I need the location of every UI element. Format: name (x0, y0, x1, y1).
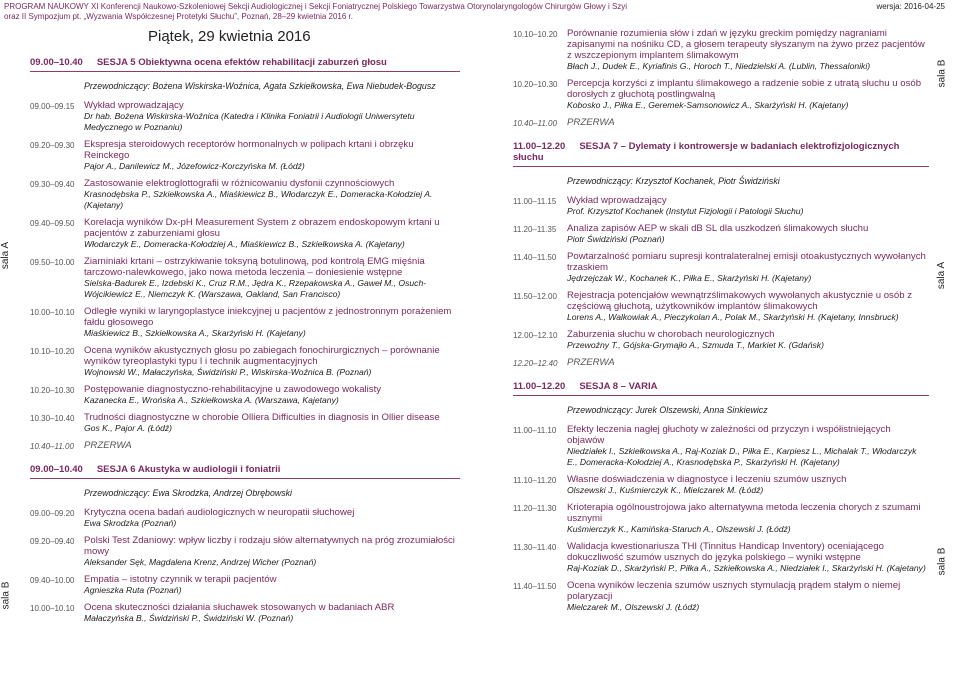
program-item (513, 329, 929, 351)
item-authors: Kobosko J., Piłka E., Geremek-Samsonowicz A., Skarżyński H. (Kajetany) (567, 100, 849, 110)
program-item (30, 507, 460, 529)
item-title: Powtarzalność pomiaru supresji kontralateralnej emisji otoakustycznych wywołanych trzaskiem (567, 251, 926, 273)
program-item (513, 28, 929, 72)
program-item (513, 78, 929, 111)
sala-label: sala B (936, 547, 948, 576)
item-authors: Mielczarek M., Olszewski J. (Łódź) (567, 602, 700, 612)
item-authors: Piotr Świdziński (Poznań) (567, 234, 665, 244)
item-title: Zaburzenia słuchu w chorobach neurologicznych (567, 329, 775, 340)
item-authors: Prof. Krzysztof Kochanek (Instytut Fizjologii i Patologii Słuchu) (567, 206, 804, 216)
item-authors: Agnieszka Ruta (Poznań) (84, 585, 182, 595)
item-title: Korelacja wyników Dx-pH Measurement System z obrazem endoskopowym krtani u pacjentów z zaburzeniami głosu (84, 217, 440, 239)
session-items (30, 507, 460, 624)
left-column (30, 28, 460, 630)
item-title: Wykład wprowadzający (84, 100, 184, 111)
item-time: 09.00–09.20 (30, 509, 75, 518)
program-item (513, 195, 929, 217)
program-item (30, 217, 460, 250)
item-time: 10.10–10.20 (30, 347, 75, 356)
item-title: Ocena wyników leczenia szumów usznych stymulacją prądem stałym o niemej polaryzacji (567, 580, 901, 602)
session-header: 11.00–12.20 SESJA 7 – Dylematy i kontrowersje w badaniach elektrofizjologicznych słuchu (513, 139, 929, 167)
item-authors: Wojnowski W., Małaczyńska, Świdziński P., Wiskirska-Woźnica B. (Poznań) (84, 367, 372, 377)
item-title: Analiza zapisów AEP w skali dB SL dla uszkodzeń ślimakowych słuchu (567, 223, 869, 234)
item-authors: Kuśmierczyk K., Kamińska-Staruch A., Olszewski J. (Łódź) (567, 524, 791, 534)
page-header (4, 2, 627, 22)
item-time: 12.00–12.10 (513, 331, 558, 340)
session-chair: Przewodniczący: Jurek Olszewski, Anna Sinkiewicz (567, 405, 768, 415)
item-time: 09.30–09.40 (30, 180, 75, 189)
session-header: 09.00–10.40 SESJA 6 Akustyka w audiologii i foniatrii (30, 462, 460, 479)
sala-label: sala B (0, 581, 12, 610)
program-item (513, 223, 929, 245)
program-item (30, 178, 460, 211)
item-authors: Niedziałek I., Szkiełkowska A., Raj-Koziak D., Piłka E., Karpiesz L., Michalak T., Włodarczyk E., Domeracka-Kołodziej A., Krasnodębska P., Skarżyński H. (Kajetany) (567, 446, 917, 467)
program-item (30, 139, 460, 172)
item-time: 10.20–10.30 (30, 386, 75, 395)
program-item (513, 474, 929, 496)
item-authors: Miaśkiewicz B., Szkiełkowska A., Skarżyński H. (Kajetany) (84, 328, 306, 338)
sala-label: sala A (936, 261, 948, 290)
item-time: 10.00–10.10 (30, 308, 75, 317)
right-column (513, 28, 929, 619)
program-item (30, 412, 460, 434)
header-line1: PROGRAM NAUKOWY XI Konferencji Naukowo-Szkoleniowej Sekcji Audiologicznej i Sekcji Foniatrycznej Polskiego Towarzystwa Otorynolaryngologów Chirurgów Głowy i Szyi (4, 2, 628, 11)
item-authors: Kazanecka E., Wrońska A., Szkiełkowska A. (Warszawa, Kajetany) (84, 395, 339, 405)
item-time: 10.20–10.30 (513, 80, 558, 89)
item-authors: Lorens A., Walkowiak A., Pieczykolan A., Polak M., Skarżyński H. (Kajetany, Innsbruck) (567, 312, 899, 322)
item-title: Empatia – istotny czynnik w terapii pacjentów (84, 574, 277, 585)
item-title: Porównanie rozumienia słów i zdań w języku greckim pomiędzy nagraniami zapisanymi na nośniku CD, a głosem terapeuty słyszanym na żywo przez pacjentów z wszczepionym implantem ślimakowym (567, 28, 925, 61)
item-time: 11.20–11.30 (513, 504, 557, 513)
item-authors: Jędrzejczak W., Kochanek K., Piłka E., Skarżyński H. (Kajetany) (567, 273, 812, 283)
program-item (30, 306, 460, 339)
program-item (513, 502, 929, 535)
item-title: Postępowanie diagnostyczno-rehabilitacyjne u zawodowego wokalisty (84, 384, 382, 395)
item-title: Ziarniniaki krtani – ostrzykiwanie toksyną botulinową, pod kontrolą EMG mięśnia tarczowo-nalewkowego, jako nowa metoda leczenia – doniesienie wstępne (84, 256, 425, 278)
item-title: Ekspresja steroidowych receptorów hormonalnych w polipach krtani i obrzęku Reinckego (84, 139, 414, 161)
session-items (30, 100, 460, 434)
session-items (513, 424, 929, 613)
program-item (513, 541, 929, 574)
item-title: Trudności diagnostyczne w chorobie Olliera Difficulties in diagnosis in Ollier disease (84, 412, 440, 423)
sala-label: sala A (0, 241, 12, 270)
item-time: 11.30–11.40 (513, 543, 557, 552)
item-time: 11.10–11.20 (513, 476, 557, 485)
item-time: 11.00–11.15 (513, 197, 557, 206)
item-time: 09.40–09.50 (30, 219, 75, 228)
item-time: 09.50–10.00 (30, 258, 75, 267)
version-label: wersja: 2016-04-25 (876, 2, 945, 11)
item-authors: Włodarczyk E., Domeracka-Kołodziej A., Miaśkiewicz B., Szkiełkowska A. (Kajetany) (84, 239, 405, 249)
session-chair: Przewodniczący: Krzysztof Kochanek, Piotr Świdziński (567, 176, 780, 186)
item-title: Odległe wyniki w laryngoplastyce iniekcyjnej u pacjentów z jednostronnym porażeniem fałdu głosowego (84, 306, 452, 328)
item-title: Krioterapia ogólnoustrojowa jako alternatywna metoda leczenia chorych z szumami usznymi (567, 502, 921, 524)
item-authors: Ewa Skrodzka (Poznań) (84, 518, 177, 528)
break-row: 12.20–12.40 PRZERWA (513, 357, 615, 368)
item-time: 09.20–09.30 (30, 141, 75, 150)
item-authors: Błach J., Dudek E., Kyriafinis G., Horoch T., Niedzielski A. (Lublin, Thessaloniki) (567, 61, 871, 71)
item-time: 10.30–10.40 (30, 414, 75, 423)
item-title: Polski Test Zdaniowy: wpływ liczby i rodzaju słów alternatywnych na próg zrozumiałości mowy (84, 535, 455, 557)
item-authors: Olszewski J., Kuśmierczyk K., Mielczarek M. (Łódź) (567, 485, 764, 495)
header-line2: oraz II Sympozjum pt. „Wyzwania Współczesnej Protetyki Słuchu”, Poznań, 28–29 kwietnia 2016 r. (4, 12, 353, 21)
item-title: Zastosowanie elektroglottografii w różnicowaniu dysfonii czynnościowych (84, 178, 395, 189)
session-items (513, 28, 929, 111)
day-title: Piątek, 29 kwietnia 2016 (148, 28, 311, 45)
item-authors: Aleksander Sęk, Magdalena Krenz, Andrzej Wicher (Poznań) (84, 557, 317, 567)
item-authors: Krasnodębska P., Szkiełkowska A., Miaśkiewicz B., Włodarczyk E., Domeracka-Kołodziej A. (Kajetany) (84, 189, 433, 210)
program-item (30, 574, 460, 596)
session-chair: Przewodniczący: Ewa Skrodzka, Andrzej Obrębowski (84, 488, 292, 498)
item-time: 11.40–11.50 (513, 253, 557, 262)
item-time: 11.00–11.10 (513, 426, 557, 435)
item-authors: Przewoźny T., Gójska-Grymajło A., Szmuda T., Markiet K. (Gdańsk) (567, 340, 824, 350)
item-time: 11.40–11.50 (513, 582, 557, 591)
break-row: 10.40–11.00 PRZERWA (30, 440, 132, 451)
item-title: Ocena skuteczności działania słuchawek stosowanych w badaniach ABR (84, 602, 395, 613)
item-authors: Dr hab. Bożena Wiskirska-Woźnica (Katedra i Klinika Foniatrii i Audiologii Uniwersytetu Medycznego w Poznaniu) (84, 111, 415, 132)
program-item (513, 290, 929, 323)
item-time: 10.10–10.20 (513, 30, 558, 39)
item-authors: Pajor A., Danilewicz M., Józefowicz-Korczyńska M. (Łódź) (84, 161, 305, 171)
program-item (30, 602, 460, 624)
program-item (513, 251, 929, 284)
item-title: Własne doświadczenia w diagnostyce i leczeniu szumów usznych (567, 474, 847, 485)
item-authors: Małaczyńska B., Świdziński P., Świdziński W. (Poznań) (84, 613, 294, 623)
item-title: Percepcja korzyści z implantu ślimakowego a radzenie sobie z utratą słuchu u osób dorosłych z głuchotą postlingwalną (567, 78, 922, 100)
item-time: 09.20–09.40 (30, 537, 75, 546)
program-item (513, 580, 929, 613)
item-authors: Sielska-Badurek E., Izdebski K., Cruz R.M., Jędra K., Rzepakowska A., Gaweł M., Osuch-Wójcikiewicz E., Niemczyk K. (Warszawa, Oakland, San Francisco) (84, 278, 427, 299)
item-time: 10.00–10.10 (30, 604, 75, 613)
item-title: Walidacja kwestionariusza THI (Tinnitus Handicap Inventory) oceniającego dokuczliwość szumów usznych do języka polskiego – wyniki wstępne (567, 541, 884, 563)
break-row: 10.40–11.00 PRZERWA (513, 117, 615, 128)
program-item (30, 345, 460, 378)
item-time: 11.50–12.00 (513, 292, 557, 301)
session-header: 11.00–12.20 SESJA 8 – VARIA (513, 379, 929, 396)
item-title: Krytyczna ocena badań audiologicznych w neuropatii słuchowej (84, 507, 355, 518)
session-chair: Przewodniczący: Bożena Wiskirska-Woźnica, Agata Szkiełkowska, Ewa Niebudek-Bogusz (84, 81, 436, 91)
item-time: 11.20–11.35 (513, 225, 557, 234)
session-header: 09.00–10.40 SESJA 5 Obiektywna ocena efektów rehabilitacji zaburzeń głosu (30, 55, 460, 72)
sala-label: sala B (936, 59, 948, 88)
program-item (30, 256, 460, 300)
program-item (30, 384, 460, 406)
item-title: Efekty leczenia nagłej głuchoty w zależności od przyczyn i współistniejących objawów (567, 424, 891, 446)
item-authors: Gos K., Pajor A. (Łódź) (84, 423, 173, 433)
program-item (30, 535, 460, 568)
program-item (30, 100, 460, 133)
item-title: Ocena wyników akustycznych głosu po zabiegach fonochirurgicznych – porównanie wyników tyreoplastyki typu I i technik augmentacyjnych (84, 345, 440, 367)
item-time: 09.40–10.00 (30, 576, 75, 585)
item-title: Rejestracja potencjałów wewnątrzślimakowych wywołanych akustycznie u osób z częściową głuchotą, użytkowników implantów ślimakowych (567, 290, 912, 312)
program-item (513, 424, 929, 468)
item-title: Wykład wprowadzający (567, 195, 667, 206)
item-time: 09.00–09.15 (30, 102, 75, 111)
item-authors: Raj-Koziak D., Skarżyński P., Piłka A., Szkiełkowska A., Niedziałek I., Skarżyński H. (Kajetany) (567, 563, 926, 573)
session-items (513, 195, 929, 351)
